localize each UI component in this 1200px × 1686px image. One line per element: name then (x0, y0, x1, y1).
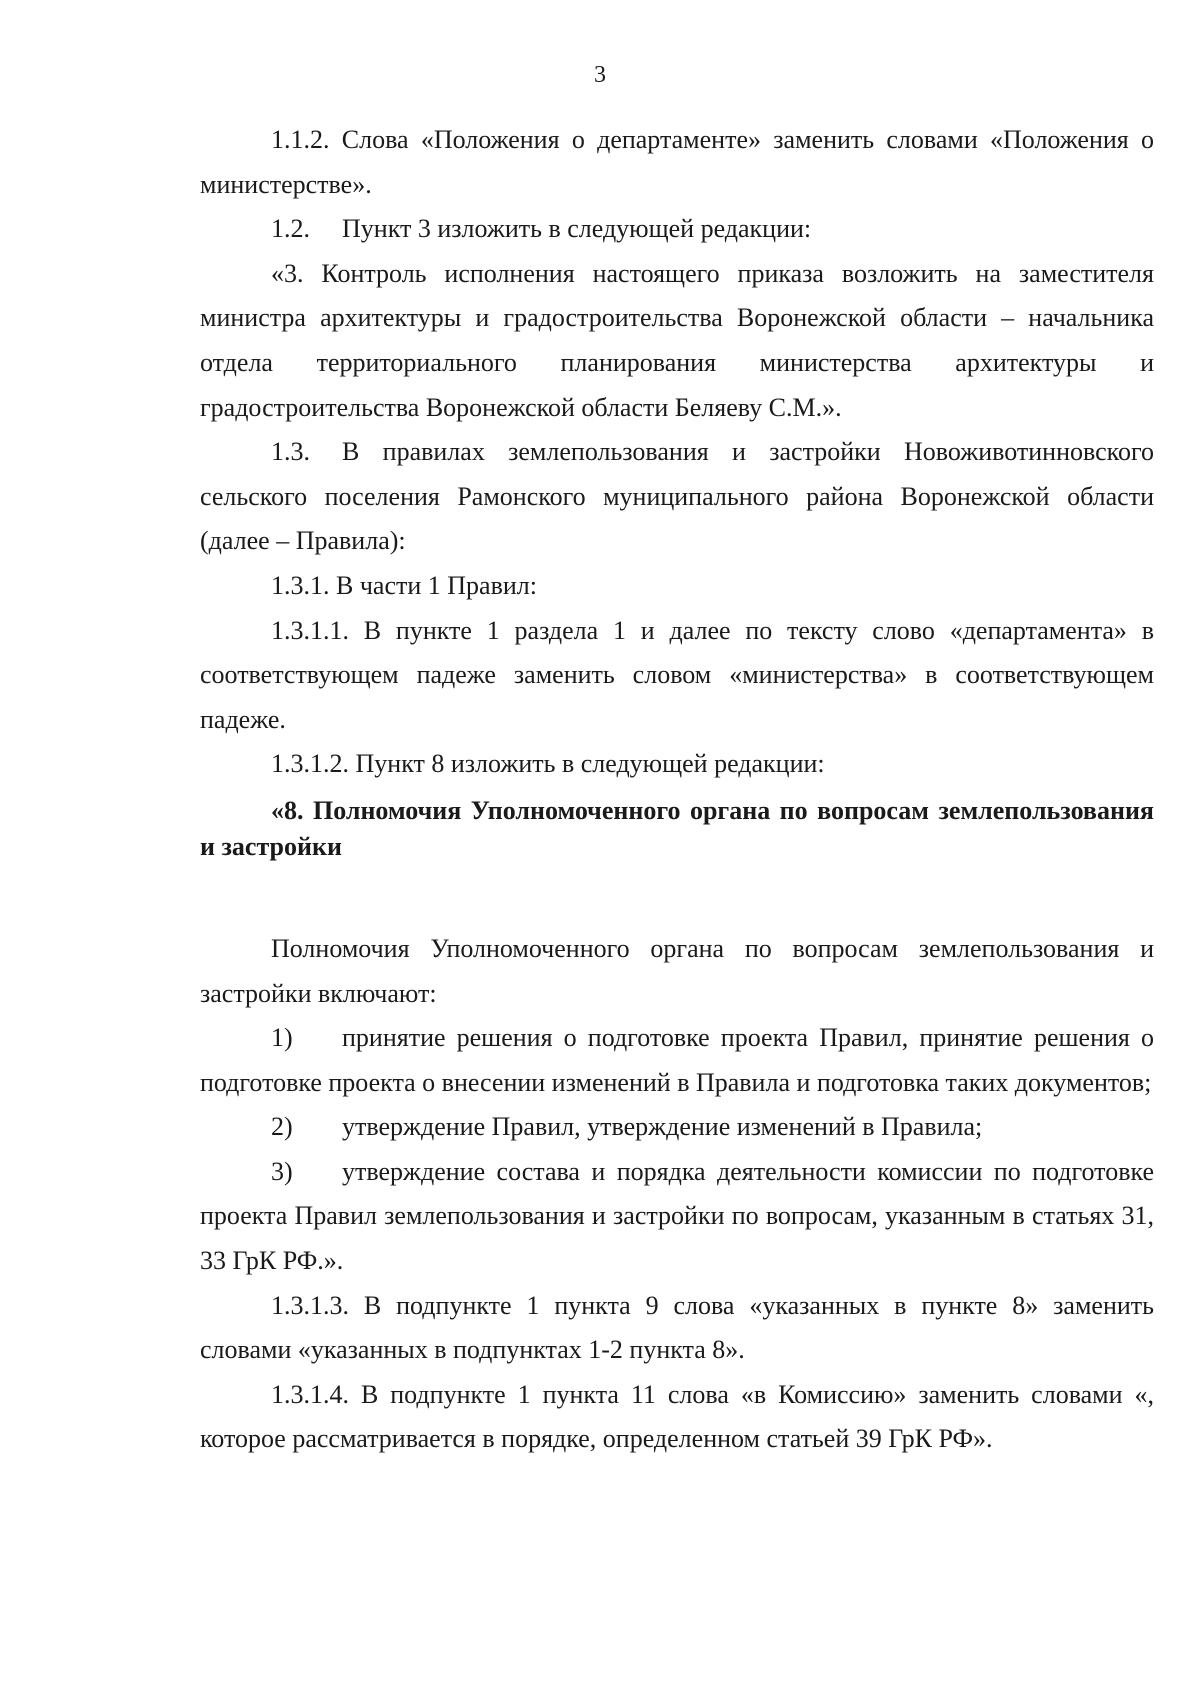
list-number: 2) (271, 1112, 293, 1142)
list-text: утверждение состава и порядка деятельности комиссии по подготовке проекта Правил землепользования и застройки по вопросам, указанным в статьях 31, 33 ГрК РФ.». (200, 1156, 1154, 1276)
paragraph-text: Пункт 3 изложить в следующей редакции: (342, 214, 812, 244)
paragraph-1-2 (200, 207, 1154, 252)
paragraph-powers-intro: Полномочия Уполномоченного органа по вопросам землепользования и застройки включают: (200, 933, 1154, 1008)
paragraph-quote-3: «3. Контроль исполнения настоящего приказа возложить на заместителя министра архитектуры и градостроительства Воронежской области – начальника отдела территориального планирования министерства архитектуры и градостроительства Воронежской области Беляеву С.М.». (200, 258, 1154, 422)
page-number: 3 (594, 62, 606, 88)
spacer (200, 865, 1154, 927)
list-item-2 (200, 1105, 1154, 1150)
paragraph-1-3-1-1: 1.3.1.1. В пункте 1 раздела 1 и далее по тексту слово «департамента» в соответствующем падеже заменить словом «министерства» в соответствующем падеже. (200, 615, 1154, 734)
section-heading: «8. Полномочия Уполномоченного органа по вопросам землепользования и застройки (200, 795, 1154, 861)
paragraph-1-3-1: 1.3.1. В части 1 Правил: (271, 570, 537, 600)
list-number: 3) (271, 1156, 293, 1186)
list-item-3 (200, 1150, 1154, 1284)
list-text: принятие решения о подготовке проекта Правил, принятие решения о подготовке проекта о внесении изменений в Правила и подготовка таких документов; (200, 1023, 1154, 1097)
document-body (200, 118, 1154, 1462)
paragraph-text: В правилах землепользования и застройки Новоживотинновского сельского поселения Рамонского муниципального района Воронежской области (далее – Правила): (200, 437, 1154, 556)
paragraph-1-3-1-2: 1.3.1.2. Пункт 8 изложить в следующей редакции: (271, 749, 825, 779)
paragraph-1-3-1-3: 1.3.1.3. В подпункте 1 пункта 9 слова «указанных в пункте 8» заменить словами «указанных в подпунктах 1-2 пункта 8». (200, 1290, 1154, 1365)
paragraph-1-3 (200, 430, 1154, 564)
list-number: 1) (271, 1023, 293, 1053)
list-text: утверждение Правил, утверждение изменений в Правила; (342, 1112, 983, 1142)
paragraph-1-1-2: 1.1.2. Слова «Положения о департаменте» заменить словами «Положения о министерстве». (200, 125, 1154, 199)
paragraph-1-3-1-4: 1.3.1.4. В подпункте 1 пункта 11 слова «в Комиссию» заменить словами «, которое рассматривается в порядке, определенном статьей 39 ГрК РФ». (200, 1379, 1154, 1454)
paragraph-number: 1.2. (271, 214, 310, 244)
list-item-1 (200, 1016, 1154, 1105)
paragraph-number: 1.3. (271, 437, 310, 467)
